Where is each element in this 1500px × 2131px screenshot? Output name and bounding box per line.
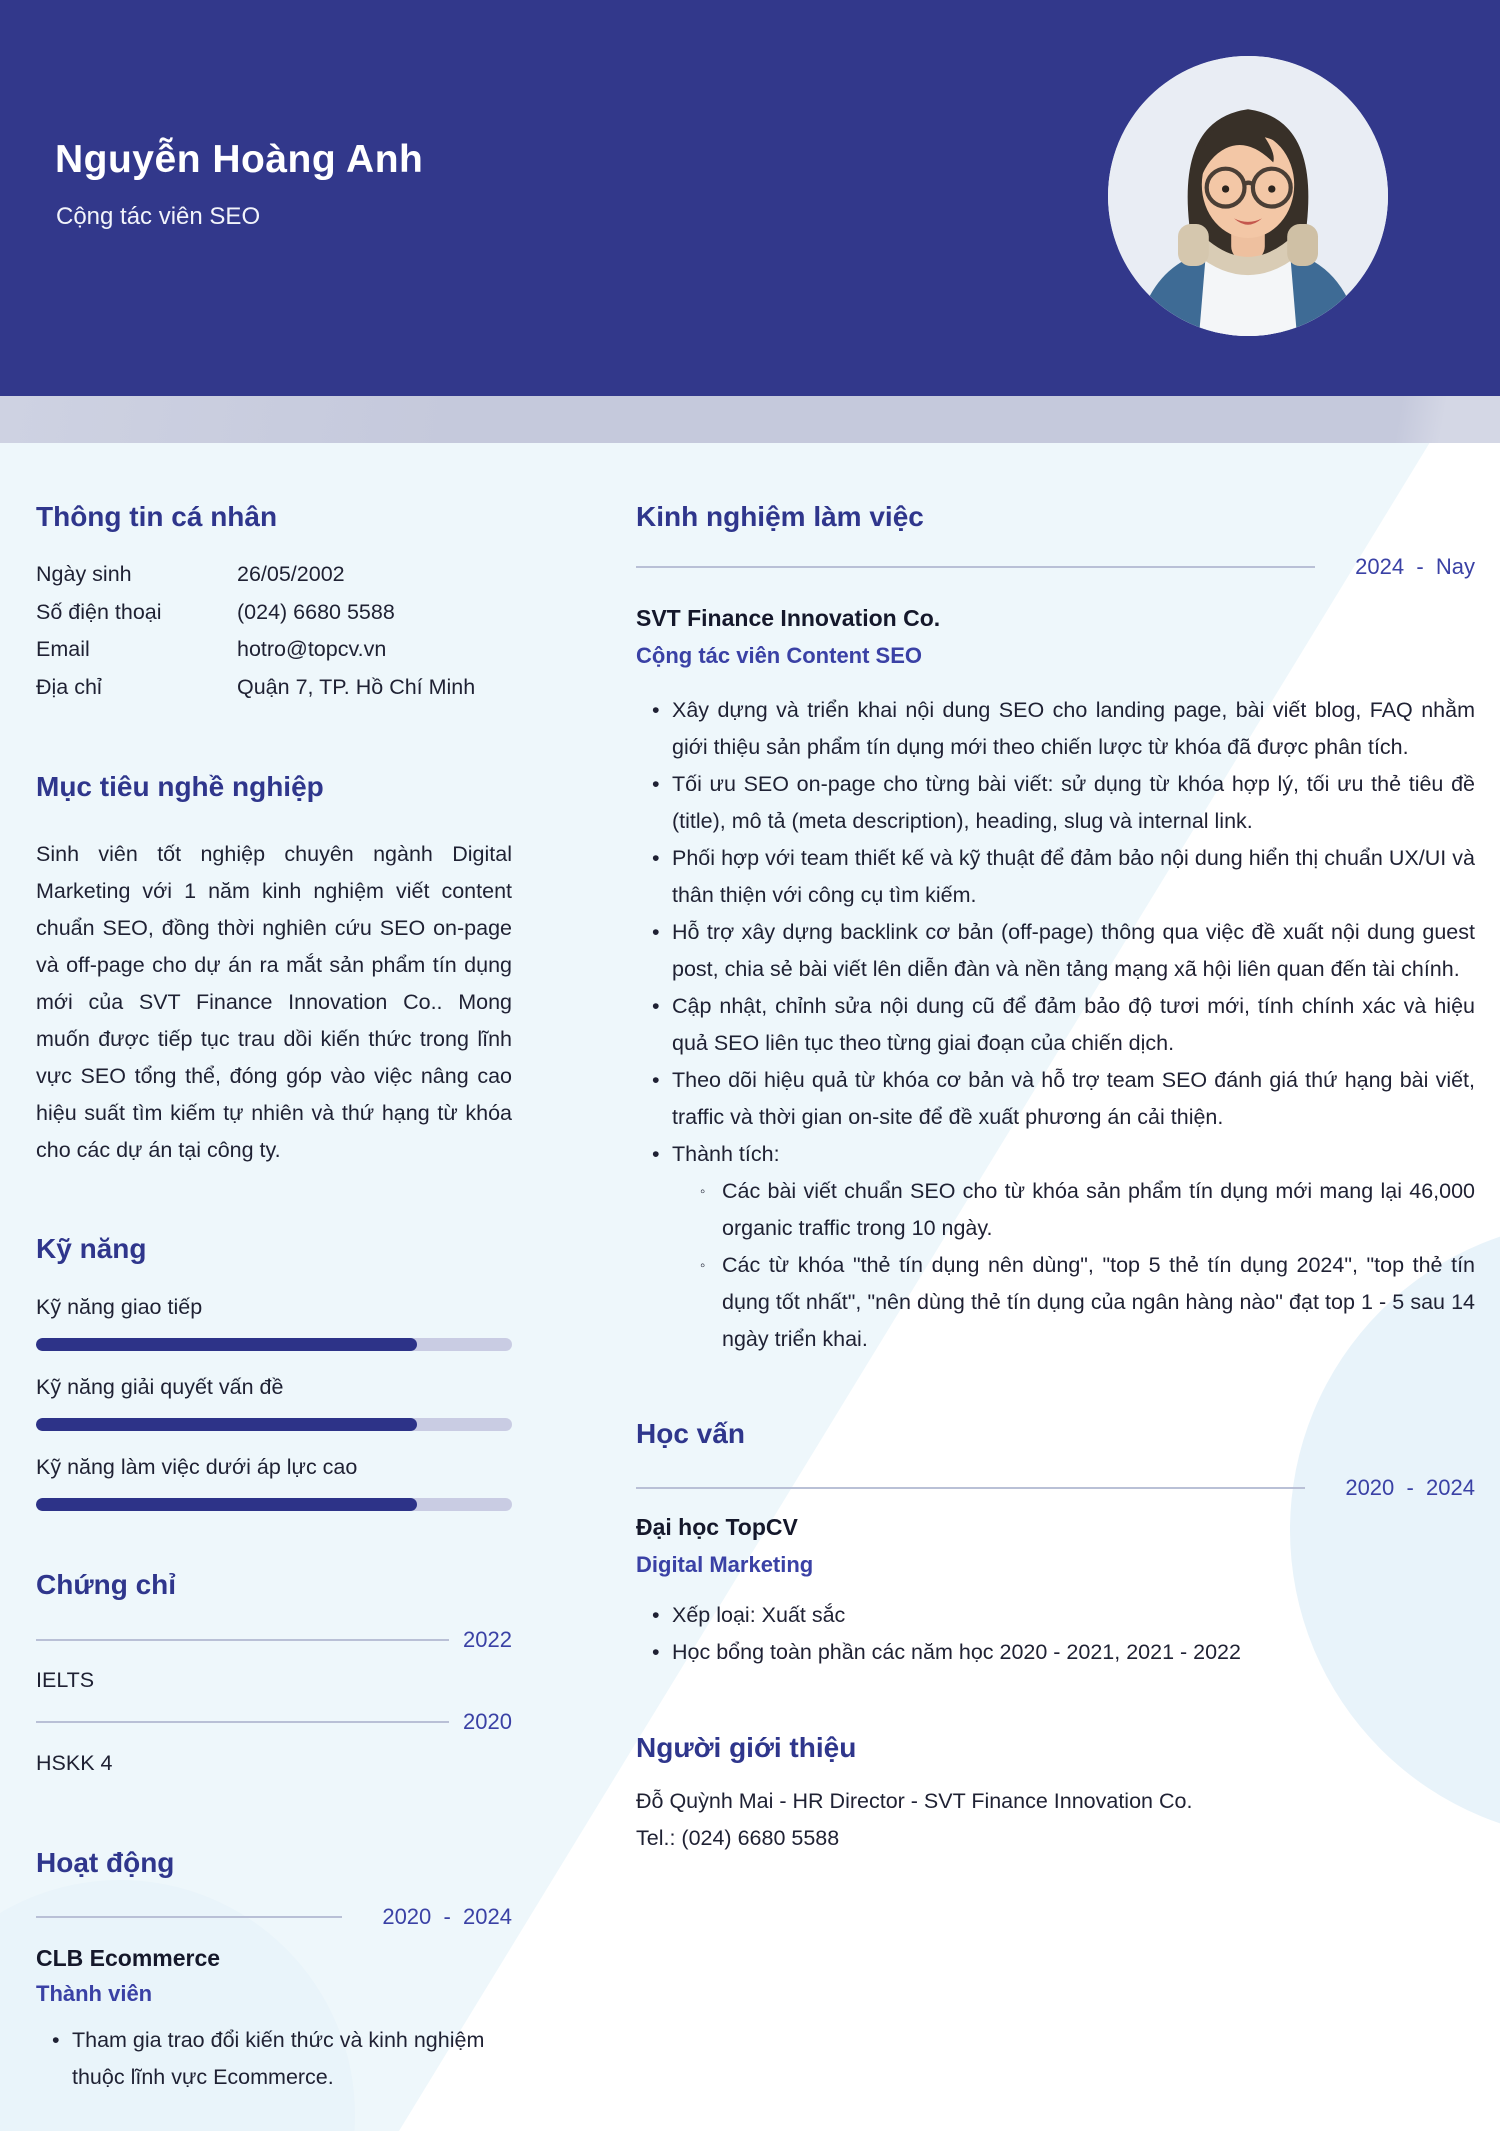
info-label: Địa chỉ	[36, 674, 102, 699]
info-value: (024) 6680 5588	[237, 599, 395, 624]
bullet-text: Phối hợp với team thiết kế và kỹ thuật để đảm bảo nội dung hiển thị chuẩn UX/UI và thân thiện với công cụ tìm kiếm.	[672, 846, 1475, 907]
section-heading-experience: Kinh nghiệm làm việc	[636, 501, 924, 532]
info-row-email	[36, 631, 512, 669]
certificate-date-row	[36, 1625, 512, 1655]
experience-company: SVT Finance Innovation Co.	[636, 605, 941, 631]
bullet-text: Hỗ trợ xây dựng backlink cơ bản (off-page) thông qua việc đề xuất nội dung guest post, chia sẻ bài viết lên diễn đàn và nền tảng mạng xã hội liên quan đến tài chính.	[672, 920, 1475, 981]
bullet-text: Học bổng toàn phần các năm học 2020 - 2021, 2021 - 2022	[672, 1640, 1241, 1664]
info-row-birthday	[36, 556, 512, 594]
personal-info-list	[36, 556, 512, 706]
activity-role: Thành viên	[36, 1981, 153, 2006]
section-heading-personal-info: Thông tin cá nhân	[36, 501, 278, 532]
activity-bullet-list	[36, 2022, 512, 2096]
divider-line	[36, 1721, 449, 1723]
skill-label: Kỹ năng giải quyết vấn đề	[36, 1375, 284, 1399]
candidate-name: Nguyễn Hoàng Anh	[55, 138, 424, 181]
skill-item	[36, 1372, 512, 1431]
bullet-dot: •	[652, 920, 660, 944]
certificate-name: HSKK 4	[36, 1751, 113, 1775]
info-value: Quận 7, TP. Hồ Chí Minh	[237, 674, 476, 699]
bullet-dot: •	[652, 994, 660, 1018]
bullet-text: Thành tích:	[672, 1142, 780, 1166]
experience-bullet	[636, 988, 1475, 1062]
section-heading-certificates: Chứng chỉ	[36, 1569, 177, 1600]
bullet-dot: •	[652, 1142, 660, 1166]
sub-bullet-dot: ◦	[700, 1257, 706, 1274]
section-heading-education: Học vấn	[636, 1418, 745, 1449]
education-major: Digital Marketing	[636, 1552, 814, 1577]
profile-photo-illustration	[1108, 56, 1388, 336]
certificate-name: IELTS	[36, 1668, 95, 1692]
divider-line	[636, 566, 1315, 568]
experience-bullet	[636, 914, 1475, 988]
info-row-address	[36, 669, 512, 707]
bullet-text: Tham gia trao đổi kiến thức và kinh nghiệm thuộc lĩnh vực Ecommerce.	[72, 2028, 485, 2089]
education-bullet	[636, 1597, 1475, 1634]
bullet-text: Tối ưu SEO on-page cho từng bài viết: sử dụng từ khóa hợp lý, tối ưu thẻ tiêu đề (title), mô tả (meta description), heading, slug và internal link.	[672, 772, 1475, 833]
skill-label: Kỹ năng giao tiếp	[36, 1295, 203, 1319]
info-label: Email	[36, 637, 90, 661]
activity-date: 2020 - 2024	[382, 1904, 512, 1929]
experience-role: Cộng tác viên Content SEO	[636, 643, 923, 668]
experience-bullet	[636, 1062, 1475, 1136]
skill-bar-fill	[36, 1498, 417, 1511]
profile-photo	[1108, 56, 1388, 336]
sub-bullet-dot: ◦	[700, 1183, 706, 1200]
achievement-item	[636, 1173, 1475, 1247]
section-heading-activities: Hoạt động	[36, 1847, 175, 1878]
info-label: Số điện thoại	[36, 599, 162, 624]
skill-bar-track	[36, 1338, 512, 1351]
certificate-year: 2020	[463, 1709, 512, 1734]
achievement-text: Các từ khóa "thẻ tín dụng nên dùng", "top 5 thẻ tín dụng 2024", "top thẻ tín dụng tốt nhất", "nên dùng thẻ tín dụng của ngân hàng nào" đạt top 1 - 5 sau 14 ngày triển khai.	[722, 1253, 1475, 1351]
candidate-job-title: Cộng tác viên SEO	[56, 203, 261, 230]
section-heading-skills: Kỹ năng	[36, 1233, 147, 1264]
education-date-row	[636, 1473, 1475, 1503]
certificate-date-row	[36, 1707, 512, 1737]
experience-bullet-achievements	[636, 1136, 1475, 1173]
experience-bullet	[636, 692, 1475, 766]
achievement-item	[636, 1247, 1475, 1358]
bullet-dot: •	[652, 1640, 660, 1664]
skill-bar-track	[36, 1498, 512, 1511]
info-value: 26/05/2002	[237, 562, 345, 586]
left-column	[36, 396, 512, 2096]
section-heading-reference: Người giới thiệu	[636, 1732, 857, 1763]
skill-bar-fill	[36, 1338, 417, 1351]
bullet-text: Xây dựng và triển khai nội dung SEO cho landing page, bài viết blog, FAQ nhằm giới thiệu sản phẩm tín dụng mới theo chiến lược từ khóa đã được phân tích.	[672, 698, 1475, 759]
activity-bullet	[36, 2022, 512, 2096]
section-heading-objective: Mục tiêu nghề nghiệp	[36, 771, 324, 802]
info-row-phone	[36, 594, 512, 632]
certificate-year: 2022	[463, 1627, 512, 1652]
divider-line	[36, 1916, 342, 1918]
reference-phone: Tel.: (024) 6680 5588	[636, 1826, 840, 1850]
skill-item	[36, 1452, 512, 1511]
bullet-text: Cập nhật, chỉnh sửa nội dung cũ để đảm bảo độ tươi mới, tính chính xác và hiệu quả SEO liên tục theo từng giai đoạn của chiến dịch.	[672, 994, 1475, 1055]
info-value: hotro@topcv.vn	[237, 637, 387, 661]
right-column	[636, 396, 1475, 1857]
achievement-list	[636, 1173, 1475, 1358]
bullet-dot: •	[652, 1603, 660, 1627]
education-date: 2020 - 2024	[1345, 1475, 1475, 1500]
experience-bullet	[636, 840, 1475, 914]
bullet-dot: •	[652, 772, 660, 796]
bullet-dot: •	[652, 698, 660, 722]
bullet-dot: •	[52, 2028, 60, 2052]
objective-paragraph: Sinh viên tốt nghiệp chuyên ngành Digital Marketing với 1 năm kinh nghiệm viết content chuẩn SEO, đồng thời nghiên cứu SEO on-page và off-page cho dự án ra mắt sản phẩm tín dụng mới của SVT Finance Innovation Co.. Mong muốn được tiếp tục trau dồi kiến thức trong lĩnh vực SEO tổng thể, đóng góp vào việc nâng cao hiệu suất tìm kiếm tự nhiên và thứ hạng từ khóa cho các dự án tại công ty.	[36, 842, 512, 1162]
skill-item	[36, 1292, 512, 1351]
experience-date: 2024 - Nay	[1355, 554, 1475, 579]
bullet-dot: •	[652, 1068, 660, 1092]
divider-line	[636, 1487, 1305, 1489]
divider-line	[36, 1639, 449, 1641]
experience-date-row	[636, 552, 1475, 582]
bullet-dot: •	[652, 846, 660, 870]
skill-label: Kỹ năng làm việc dưới áp lực cao	[36, 1455, 358, 1479]
info-label: Ngày sinh	[36, 562, 132, 586]
education-bullet-list	[636, 1597, 1475, 1671]
bullet-text: Xếp loại: Xuất sắc	[672, 1603, 846, 1627]
experience-bullet	[636, 766, 1475, 840]
activity-organization: CLB Ecommerce	[36, 1945, 221, 1971]
achievement-text: Các bài viết chuẩn SEO cho từ khóa sản phẩm tín dụng mới mang lại 46,000 organic traffic trong 10 ngày.	[722, 1179, 1475, 1240]
education-school: Đại học TopCV	[636, 1514, 798, 1540]
experience-bullet-list	[636, 692, 1475, 1173]
education-bullet	[636, 1634, 1475, 1671]
bullet-text: Theo dõi hiệu quả từ khóa cơ bản và hỗ trợ team SEO đánh giá thứ hạng bài viết, traffic và thời gian on-site để đề xuất phương án cải thiện.	[672, 1068, 1475, 1129]
activity-date-row	[36, 1902, 512, 1932]
skill-bar-fill	[36, 1418, 417, 1431]
reference-person: Đỗ Quỳnh Mai - HR Director - SVT Finance Innovation Co.	[636, 1789, 1193, 1813]
skill-bar-track	[36, 1418, 512, 1431]
